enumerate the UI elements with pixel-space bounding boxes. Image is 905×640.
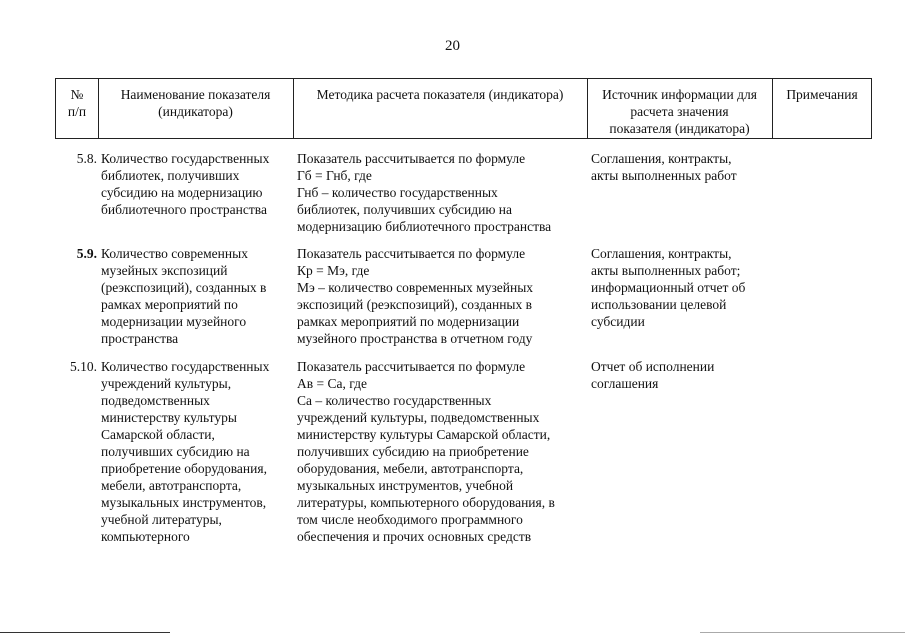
method-line: учреждений культуры, подведомственных bbox=[297, 410, 540, 425]
header-source-line: расчета значения bbox=[630, 104, 729, 119]
header-source-line: Источник информации для bbox=[602, 87, 757, 102]
method-line: Гнб – количество государственных bbox=[297, 185, 498, 200]
method-line: оборудования, мебели, автотранспорта, bbox=[297, 461, 524, 476]
name-line: музейных экспозиций bbox=[101, 263, 228, 278]
header-name-line: Наименование показателя bbox=[120, 87, 271, 102]
header-num-line: № bbox=[70, 87, 84, 102]
indicator-name bbox=[101, 358, 297, 545]
header-name bbox=[98, 86, 293, 120]
header-method-line: Методика расчета показателя (индикатора) bbox=[316, 87, 564, 102]
info-source bbox=[591, 358, 773, 392]
table-header bbox=[55, 78, 872, 139]
name-line: Количество государственных bbox=[101, 359, 270, 374]
source-line: соглашения bbox=[591, 376, 659, 391]
source-line: Соглашения, контракты, bbox=[591, 151, 732, 166]
header-notes bbox=[772, 86, 872, 103]
name-line: приобретение оборудования, bbox=[101, 461, 267, 476]
source-line: субсидии bbox=[591, 314, 645, 329]
name-line: получивших субсидию на bbox=[101, 444, 250, 459]
method-line: модернизацию библиотечного пространства bbox=[297, 219, 552, 234]
header-num-line: п/п bbox=[67, 104, 87, 119]
name-line: музыкальных инструментов, bbox=[101, 495, 267, 510]
source-line: использовании целевой bbox=[591, 297, 727, 312]
name-line: мебели, автотранспорта, bbox=[101, 478, 242, 493]
method-line: библиотек, получивших субсидию на bbox=[297, 202, 513, 217]
row-number: 5.8. bbox=[76, 151, 97, 166]
calculation-method bbox=[297, 358, 593, 545]
header-num bbox=[56, 86, 98, 120]
method-line: получивших субсидию на приобретение bbox=[297, 444, 529, 459]
method-line: Показатель рассчитывается по формуле bbox=[297, 151, 526, 166]
method-line: Са – количество государственных bbox=[297, 393, 492, 408]
name-line: компьютерного bbox=[101, 529, 190, 544]
source-line: акты выполненных работ bbox=[591, 168, 737, 183]
page-number: 20 bbox=[445, 38, 460, 54]
source-line: Соглашения, контракты, bbox=[591, 246, 732, 261]
name-line: модернизации музейного bbox=[101, 314, 247, 329]
calculation-method bbox=[297, 245, 593, 347]
name-line: Самарской области, bbox=[101, 427, 215, 442]
method-line: Показатель рассчитывается по формуле bbox=[297, 359, 526, 374]
method-line: музейного пространства в отчетном году bbox=[297, 331, 533, 346]
method-line: рамках мероприятий по модернизации bbox=[297, 314, 520, 329]
name-line: (реэкспозиций), созданных в bbox=[101, 280, 267, 295]
name-line: учреждений культуры, bbox=[101, 376, 232, 391]
header-source bbox=[587, 86, 772, 137]
header-notes-line: Примечания bbox=[786, 87, 858, 102]
method-line: Ав = Са, где bbox=[297, 376, 367, 391]
name-line: библиотечного пространства bbox=[101, 202, 267, 217]
name-line: библиотек, получивших bbox=[101, 168, 240, 183]
info-source bbox=[591, 245, 773, 330]
name-line: Количество современных bbox=[101, 246, 248, 261]
name-line: министерству культуры bbox=[101, 410, 237, 425]
name-line: подведомственных bbox=[101, 393, 210, 408]
method-line: Мэ – количество современных музейных bbox=[297, 280, 534, 295]
header-method bbox=[293, 86, 587, 103]
method-line: Гб = Гнб, где bbox=[297, 168, 372, 183]
page-edge-line bbox=[0, 632, 170, 633]
calculation-method bbox=[297, 150, 593, 235]
header-source-line: показателя (индикатора) bbox=[609, 121, 750, 136]
method-line: министерству культуры Самарской области, bbox=[297, 427, 551, 442]
row-number: 5.10. bbox=[70, 359, 97, 374]
header-name-line: (индикатора) bbox=[158, 104, 233, 119]
name-line: субсидию на модернизацию bbox=[101, 185, 263, 200]
method-line: Показатель рассчитывается по формуле bbox=[297, 246, 526, 261]
method-line: том числе необходимого программного bbox=[297, 512, 523, 527]
page-edge-line bbox=[700, 632, 905, 633]
method-line: обеспечения и прочих основных средств bbox=[297, 529, 532, 544]
method-line: литературы, компьютерного оборудования, в bbox=[297, 495, 555, 510]
source-line: информационный отчет об bbox=[591, 280, 746, 295]
indicator-name bbox=[101, 245, 297, 347]
name-line: рамках мероприятий по bbox=[101, 297, 238, 312]
method-line: Кр = Мэ, где bbox=[297, 263, 370, 278]
info-source bbox=[591, 150, 773, 184]
name-line: учебной литературы, bbox=[101, 512, 222, 527]
name-line: пространства bbox=[101, 331, 179, 346]
source-line: Отчет об исполнении bbox=[591, 359, 715, 374]
source-line: акты выполненных работ; bbox=[591, 263, 741, 278]
name-line: Количество государственных bbox=[101, 151, 270, 166]
indicator-name bbox=[101, 150, 297, 218]
method-line: экспозиций (реэкспозиций), созданных в bbox=[297, 297, 532, 312]
row-number: 5.9. bbox=[76, 246, 97, 261]
method-line: музыкальных инструментов, учебной bbox=[297, 478, 514, 493]
